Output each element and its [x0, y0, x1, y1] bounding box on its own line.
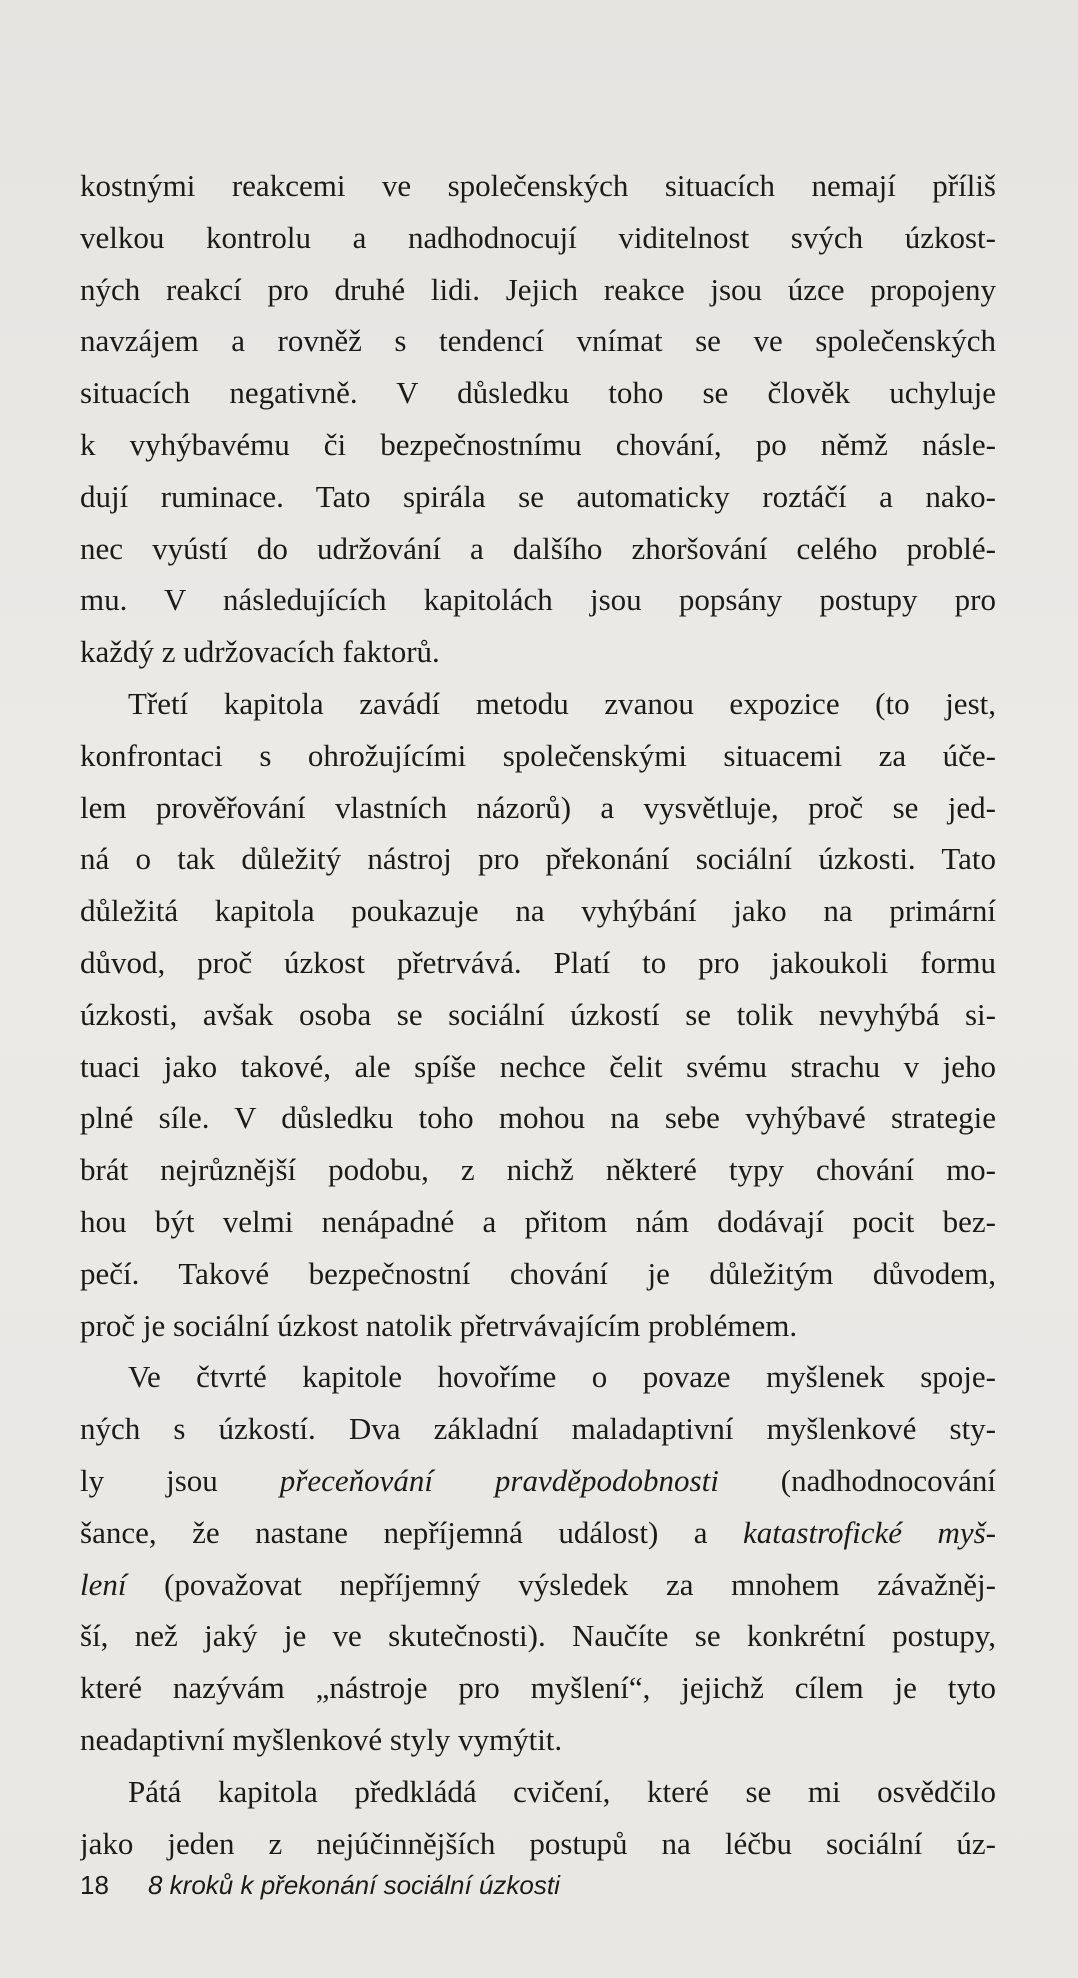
text-line: hou být velmi nenápadné a přitom nám dodávají pocit bez- [80, 1203, 996, 1239]
paragraph [80, 1766, 996, 1870]
text-line: Pátá kapitola předkládá cvičení, které se mi osvědčilo [128, 1773, 996, 1809]
text-line: k vyhýbavému či bezpečnostnímu chování, po němž násle- [80, 426, 996, 462]
text-line: důvod, proč úzkost přetrvává. Platí to pro jakoukoli formu [80, 944, 996, 980]
text-line: ší, než jaký je ve skutečnosti). Naučíte se konkrétní postupy, [80, 1618, 996, 1654]
text-line: neadaptivní myšlenkové styly vymýtit. [80, 1721, 563, 1757]
page-number: 18 [80, 1870, 109, 1900]
text-line: konfrontaci s ohrožujícími společenskými situacemi za úče- [80, 737, 996, 773]
running-title: 8 kroků k překonání sociální úzkosti [148, 1870, 560, 1900]
text-line: úzkosti, avšak osoba se sociální úzkostí se tolik nevyhýbá si- [80, 996, 996, 1032]
text-line: mu. V následujících kapitolách jsou popsány postupy pro [80, 582, 996, 618]
text-line: ly jsou přeceňování pravděpodobnosti (nadhodnocování [80, 1462, 996, 1498]
text-line: pečí. Takové bezpečnostní chování je důležitým důvodem, [80, 1255, 996, 1291]
text-line: velkou kontrolu a nadhodnocují viditelnost svých úzkost- [80, 219, 996, 255]
text-line: lem prověřování vlastních názorů) a vysvětluje, proč se jed- [80, 789, 996, 825]
text-line: plné síle. V důsledku toho mohou na sebe vyhýbavé strategie [80, 1100, 996, 1136]
text-line: situacích negativně. V důsledku toho se člověk uchyluje [80, 375, 996, 411]
text-line: dují ruminace. Tato spirála se automaticky roztáčí a nako- [80, 478, 996, 514]
text-line: lení (považovat nepříjemný výsledek za mnohem závažněj- [80, 1566, 996, 1602]
text-line: ná o tak důležitý nástroj pro překonání sociální úzkosti. Tato [80, 841, 996, 877]
paragraph [80, 678, 996, 1351]
text-line: Třetí kapitola zavádí metodu zvanou expozice (to jest, [128, 685, 996, 721]
text-line: každý z udržovacích faktorů. [80, 634, 440, 670]
text-line: proč je sociální úzkost natolik přetrvávajícím problémem. [80, 1307, 798, 1343]
page-footer [80, 1870, 560, 1901]
text-line: šance, že nastane nepříjemná událost) a katastrofické myš- [80, 1514, 996, 1550]
text-line: ných s úzkostí. Dva základní maladaptivní myšlenkové sty- [80, 1411, 996, 1447]
text-line: tuaci jako takové, ale spíše nechce čelit svému strachu v jeho [80, 1048, 996, 1084]
text-line: které nazývám „nástroje pro myšlení“, jejichž cílem je tyto [80, 1670, 996, 1706]
text-line: jako jeden z nejúčinnějších postupů na léčbu sociální úz- [80, 1825, 996, 1861]
text-line: nec vyústí do udržování a dalšího zhoršování celého problé- [80, 530, 996, 566]
text-line: brát nejrůznější podobu, z nichž některé typy chování mo- [80, 1152, 996, 1188]
body-text [80, 160, 996, 1869]
text-line: navzájem a rovněž s tendencí vnímat se ve společenských [80, 323, 996, 359]
text-line: ných reakcí pro druhé lidi. Jejich reakce jsou úzce propojeny [80, 271, 996, 307]
paragraph [80, 1351, 996, 1765]
text-line: Ve čtvrté kapitole hovoříme o povaze myšlenek spoje- [128, 1359, 996, 1395]
paragraph [80, 160, 996, 678]
text-line: důležitá kapitola poukazuje na vyhýbání jako na primární [80, 893, 996, 929]
text-line: kostnými reakcemi ve společenských situacích nemají příliš [80, 168, 996, 203]
